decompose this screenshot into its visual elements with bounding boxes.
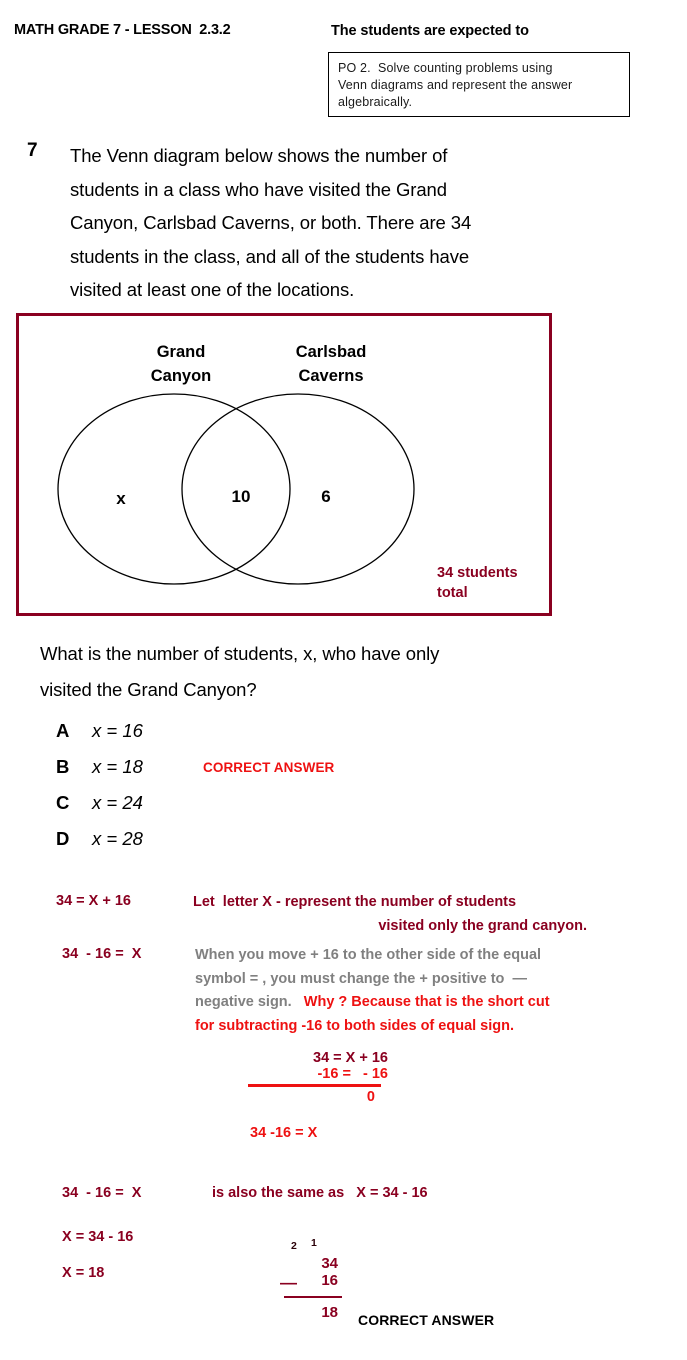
vstack2-result: 18 xyxy=(321,1303,338,1321)
option-text: x = 16 xyxy=(92,720,143,741)
answer-option-d[interactable] xyxy=(56,828,143,864)
borrow-tens-digit: 2 xyxy=(291,1240,297,1252)
venn-total-line1: 34 students xyxy=(437,565,518,581)
solution-equation-5: X = 34 - 16 xyxy=(62,1229,134,1245)
answer-option-c[interactable] xyxy=(56,792,143,828)
move-note-line4: for subtracting -16 to both sides of equal sign. xyxy=(195,1017,515,1034)
venn-left-set-label xyxy=(131,340,231,388)
venn-left-label-line1: Grand xyxy=(156,343,206,361)
question-stem-line: students in a class who have visited the Grand xyxy=(70,178,447,200)
option-letter: A xyxy=(56,720,70,741)
question-stem-line: visited at least one of the locations. xyxy=(70,279,355,300)
question-stem-line: students in the class, and all of the students have xyxy=(70,245,470,267)
option-text: x = 18 xyxy=(92,756,143,777)
vstack2-subtrahend: 16 xyxy=(321,1272,338,1289)
venn-right-label-line2: Caverns xyxy=(298,367,364,385)
solution-equation-6: X = 18 xyxy=(62,1265,105,1281)
let-note-line2: visited only the grand canyon. xyxy=(378,918,587,934)
followup-question-line: visited the Grand Canyon? xyxy=(40,679,257,700)
option-letter: C xyxy=(56,792,70,813)
expectation-heading: The students are expected to xyxy=(331,23,529,39)
move-note-line3-gray: negative sign. xyxy=(195,994,304,1010)
solution-equation-1: 34 = X + 16 xyxy=(56,893,131,909)
solution-equation-2: 34 - 16 = X xyxy=(62,946,142,962)
option-letter: D xyxy=(56,828,70,849)
page-title: MATH GRADE 7 - LESSON 2.3.2 xyxy=(14,22,231,38)
move-note-line1: When you move + 16 to the other side of the equal xyxy=(195,947,542,963)
question-stem-line: Canyon, Carlsbad Caverns, or both. There are 34 xyxy=(70,212,472,233)
venn-right-label-line1: Carlsbad xyxy=(295,343,367,361)
vstack1-result: 0 xyxy=(366,1088,375,1105)
venn-right-only-value: 6 xyxy=(321,487,331,506)
solution-equation-4: 34 - 16 = X xyxy=(62,1185,142,1201)
venn-left-only-value: x xyxy=(116,489,126,508)
solution-let-note xyxy=(193,890,593,938)
venn-right-set-label xyxy=(276,340,386,388)
option-letter: B xyxy=(56,756,70,777)
question-number: 7 xyxy=(27,140,38,161)
move-note-line3 xyxy=(195,991,615,1015)
followup-question xyxy=(40,636,580,708)
option-text: x = 28 xyxy=(92,828,143,849)
objective-box xyxy=(328,52,630,117)
move-note-line2: symbol = , you must change the + positive to — xyxy=(195,970,527,987)
borrow-ones-digit: 1 xyxy=(311,1237,317,1249)
borrow-marks xyxy=(280,1237,354,1255)
solution-equation-3: 34 -16 = X xyxy=(250,1125,318,1141)
question-stem-line: The Venn diagram below shows the number of xyxy=(70,145,448,166)
correct-answer-badge-bottom: CORRECT ANSWER xyxy=(358,1312,495,1328)
objective-line: Venn diagrams and represent the answer xyxy=(338,78,573,92)
vstack1-rule xyxy=(248,1084,381,1087)
move-note-line3-red: Why ? Because that is the short cut xyxy=(303,994,550,1010)
venn-total-line2: total xyxy=(437,585,468,601)
vstack1-line1: 34 = X + 16 xyxy=(313,1050,388,1066)
objective-line: algebraically. xyxy=(338,95,413,109)
answer-option-b[interactable] xyxy=(56,756,143,792)
solution-same-as-note: is also the same as X = 34 - 16 xyxy=(212,1185,428,1201)
vstack1-line2: -16 = - 16 xyxy=(317,1066,388,1082)
venn-total-label xyxy=(437,563,547,603)
solution-move-note xyxy=(195,944,615,1038)
question-stem xyxy=(70,139,580,307)
vstack2-minuend: 34 xyxy=(321,1255,338,1272)
option-text: x = 24 xyxy=(92,792,143,813)
followup-question-line: What is the number of students, x, who have only xyxy=(40,643,440,664)
solution-vertical-block-2 xyxy=(280,1237,354,1321)
venn-intersection-value: 10 xyxy=(231,487,251,506)
vstack2-rule xyxy=(284,1296,342,1298)
correct-answer-badge: CORRECT ANSWER xyxy=(203,760,335,775)
venn-left-label-line2: Canyon xyxy=(150,367,212,385)
let-note-line1: Let letter X - represent the number of students xyxy=(193,894,517,910)
answer-option-a[interactable] xyxy=(56,720,143,756)
minus-sign-icon: — xyxy=(280,1273,297,1292)
solution-vertical-block-1 xyxy=(248,1050,388,1105)
vstack2-subtraction-row xyxy=(280,1272,354,1293)
objective-line: PO 2. Solve counting problems using xyxy=(338,61,553,75)
answer-options-list xyxy=(56,720,143,864)
